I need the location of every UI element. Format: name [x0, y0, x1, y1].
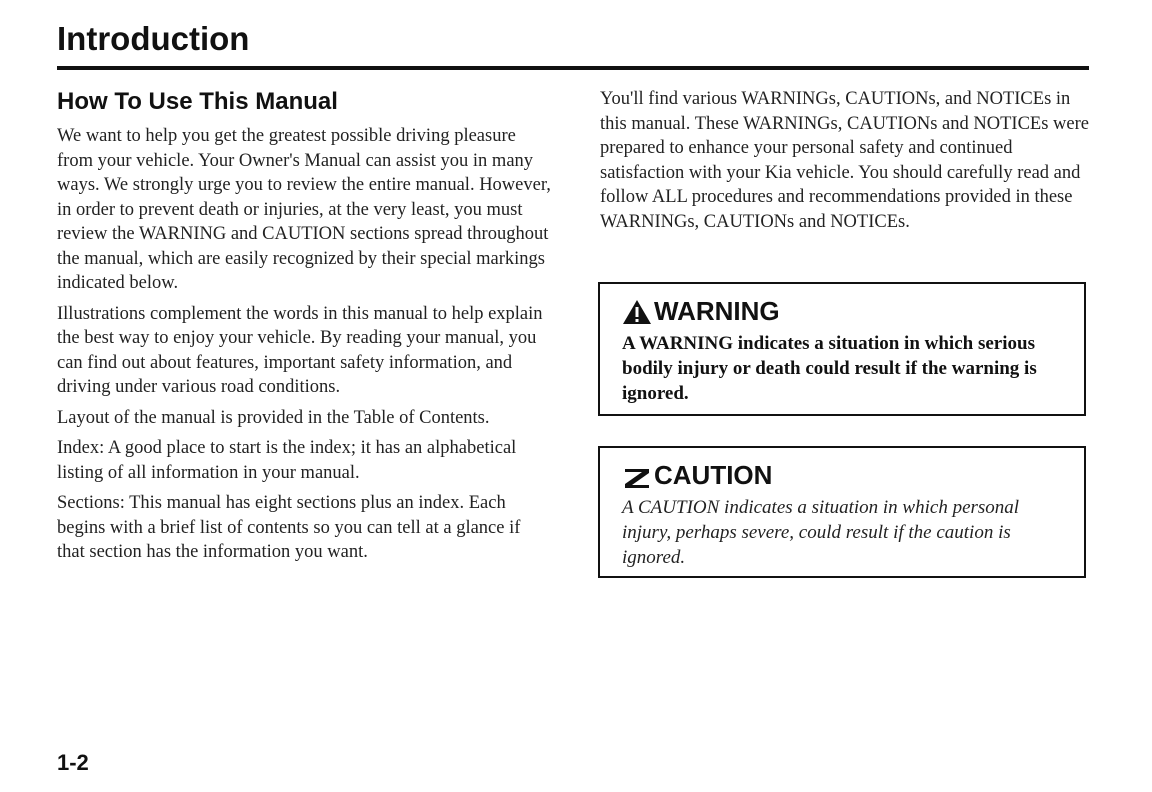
- left-column: [57, 88, 552, 571]
- paragraph-layout: Layout of the manual is provided in the Table of Contents.: [57, 407, 490, 428]
- header-rule: [57, 66, 1089, 70]
- paragraph-illustrations: Illustrations complement the words in this manual to help explain the best way to enjoy your vehicle. By reading your manual, you can find out about features, important safety information, and driving under various road conditions.: [57, 303, 543, 397]
- warning-heading: [622, 296, 1064, 327]
- page-number: 1-2: [57, 750, 89, 775]
- warning-box: [598, 282, 1086, 416]
- section-title: How To Use This Manual: [57, 88, 338, 115]
- caution-heading-label: CAUTION: [654, 460, 773, 490]
- paragraph-sections: Sections: This manual has eight sections plus an index. Each begins with a brief list of contents so you can tell at a glance if that section has the information you want.: [57, 493, 521, 562]
- caution-box: [598, 446, 1086, 578]
- caution-text: A CAUTION indicates a situation in which personal injury, perhaps severe, could result if the caution is ignored.: [622, 497, 1020, 568]
- caution-heading: [622, 460, 1064, 491]
- caution-slash-icon: [622, 463, 652, 489]
- chapter-title: Introduction: [57, 20, 250, 57]
- paragraph-intro: We want to help you get the greatest possible driving pleasure from your vehicle. Your Owner's Manual can assist you in many ways. We strongly urge you to review the entire manual. However, in order to prevent death or injuries, at the very least, you must review the WARNING and CAUTION sections spread throughout the manual, which are easily recognized by their special markings indicated below.: [57, 126, 551, 293]
- right-column: [600, 87, 1090, 240]
- warning-heading-label: WARNING: [654, 296, 780, 326]
- warning-triangle-icon: [622, 299, 652, 325]
- paragraph-index: Index: A good place to start is the index; it has an alphabetical listing of all information in your manual.: [57, 438, 517, 483]
- warning-text: A WARNING indicates a situation in which serious bodily injury or death could result if the warning is ignored.: [622, 333, 1037, 404]
- paragraph-notices: You'll find various WARNINGs, CAUTIONs, and NOTICEs in this manual. These WARNINGs, CAUTIONs and NOTICEs were prepared to enhance your personal safety and continued satisfaction with your Kia vehicle. You should carefully read and follow ALL procedures and recommendations provided in these WARNINGs, CAUTIONs and NOTICEs.: [600, 89, 1089, 232]
